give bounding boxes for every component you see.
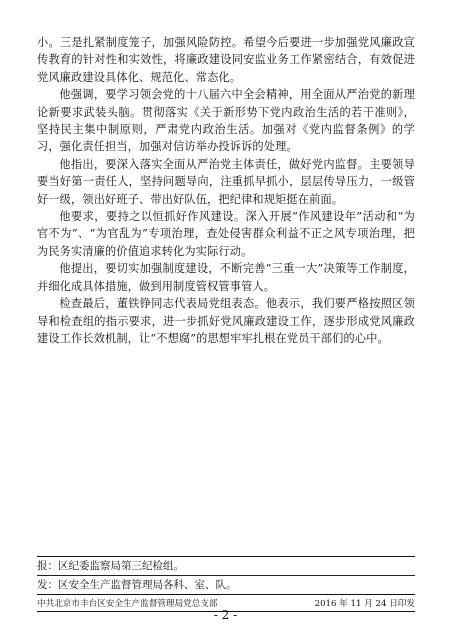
paragraph-6: 检查最后，董铁铮同志代表局党组表态。他表示，我们要严格按照区领导和检查组的指示要求，进一步抓好党风廉政建设工作，逐步形成党风廉政建设工作长效机制，让“不想腐”的思想牢牢扎根在党员干部们的心中。 (37, 297, 415, 345)
footer-issuer-rule (37, 594, 415, 595)
issuer-name: 中共北京市丰台区安全生产监督管理局党总支部 (37, 599, 218, 609)
paragraph-4: 他要求，要持之以恒抓好作风建设。深入开展“作风建设年”活动和“为官不为”、“为官乱为”专项治理，查处侵害群众利益不正之风专项治理，把为民务实清廉的价值追求转化为实际行动。 (37, 210, 415, 258)
paragraph-3: 他指出，要深入落实全面从严治党主体责任，做好党内监督。主要领导要当好第一责任人，坚持问题导向，注重抓早抓小，层层传导压力，一级管好一级，领出好班子、带出好队伍，把纪律和规矩挺在前面。 (37, 157, 415, 206)
document-body (37, 34, 415, 347)
print-date: 2016 年 11 月 24 日印发 (314, 599, 415, 609)
distribution-footer (37, 556, 415, 612)
paragraph-5: 他提出，要切实加强制度建设，不断完善“三重一大”决策等工作制度，并细化成具体措施，做到用制度管权管事管人。 (37, 262, 415, 293)
page-number: - 2 - (213, 608, 238, 622)
paragraph-1: 小。三是扎紧制度笼子，加强风险防控。希望今后要进一步加强党风廉政宣传教育的针对性和实效性，将廉政建设同安监业务工作紧密结合，有效促进党风廉政建设具体化、规范化、常态化。 (37, 36, 415, 84)
report-to-line: 报：区纪委监察局第三纪检组。 (37, 560, 184, 572)
paragraph-2: 他强调，要学习领会党的十八届六中全会精神，用全面从严治党的新理论新要求武装头脑。贯彻落实《关于新形势下党内政治生活的若干准则》，坚持民主集中制原则，严肃党内政治生活。加强对《党内监督条例》的学习，强化责任担当，加强对信访举办投诉诉的处理。 (37, 88, 415, 154)
send-to-line: 发：区安全生产监督管理局各科、室、队。 (37, 579, 237, 591)
